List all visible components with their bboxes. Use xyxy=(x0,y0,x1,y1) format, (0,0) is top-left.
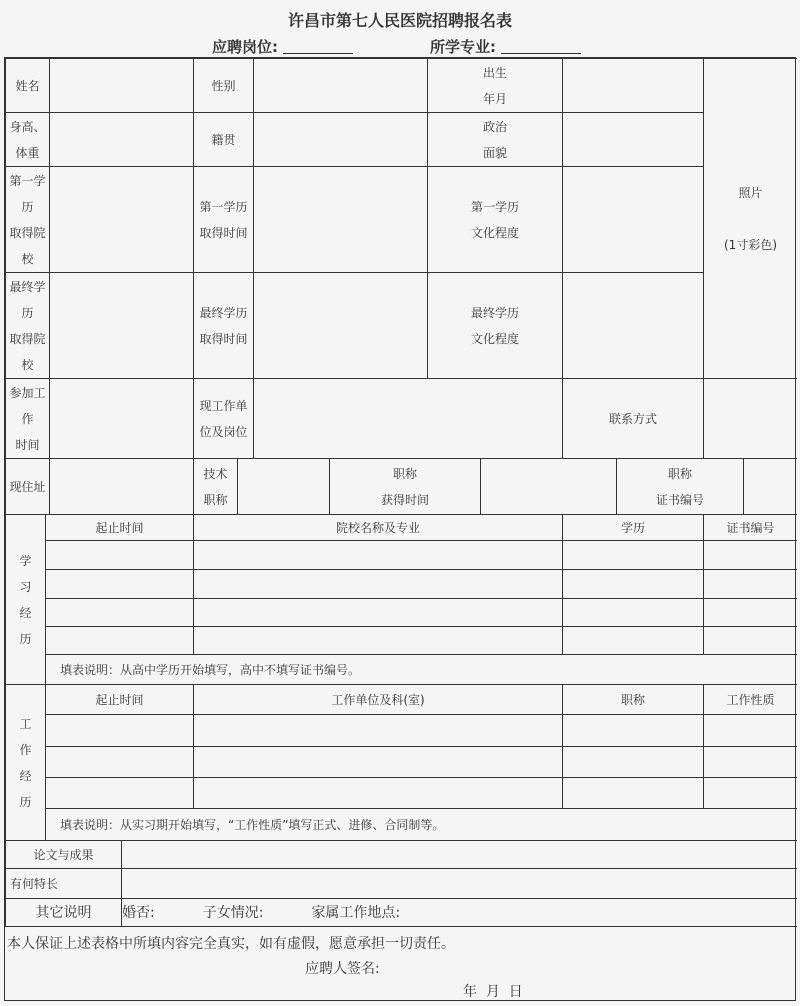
work-header-unit: 工作单位及科(室) xyxy=(193,684,562,714)
study-row-2-period[interactable] xyxy=(45,569,193,598)
political-label: 政治 面貌 xyxy=(427,112,562,166)
study-row-1-degree[interactable] xyxy=(562,540,703,569)
political-input-cell[interactable] xyxy=(562,112,703,166)
work-note: 填表说明：从实习期开始填写，“工作性质”填写正式、进修、合同制等。 xyxy=(45,808,797,840)
specialty-label: 有何特长 xyxy=(5,868,121,898)
papers-label: 论文与成果 xyxy=(5,840,121,868)
final-degree-time-label: 最终学历 取得时间 xyxy=(193,272,253,378)
study-row-3-school[interactable] xyxy=(193,598,562,626)
name-input-cell[interactable] xyxy=(49,58,193,112)
name-label: 姓名 xyxy=(5,58,49,112)
study-row-2-degree[interactable] xyxy=(562,569,703,598)
other-notes-label: 其它说明 xyxy=(5,898,121,926)
height-weight-label: 身高、 体重 xyxy=(5,112,49,166)
study-header-degree: 学历 xyxy=(562,514,703,540)
final-degree-school-label: 最终学 历 取得院 校 xyxy=(5,272,49,378)
current-unit-label: 现工作单 位及岗位 xyxy=(193,378,253,458)
work-row-2-title[interactable] xyxy=(562,746,703,777)
final-degree-level-label: 最终学历 文化程度 xyxy=(427,272,562,378)
children-label: 子女情况: xyxy=(202,904,264,921)
first-degree-level-input-cell[interactable] xyxy=(562,166,703,272)
contact-input-cell[interactable] xyxy=(703,378,797,458)
study-row-2-cert[interactable] xyxy=(703,569,797,598)
work-row-1-period[interactable] xyxy=(45,714,193,746)
work-start-input-cell[interactable] xyxy=(49,378,193,458)
first-degree-level-label: 第一学历 文化程度 xyxy=(427,166,562,272)
study-row-3-period[interactable] xyxy=(45,598,193,626)
work-header-title: 职称 xyxy=(562,684,703,714)
work-row-2-nature[interactable] xyxy=(703,746,797,777)
birth-label: 出生 年月 xyxy=(427,58,562,112)
position-field xyxy=(212,36,353,57)
native-place-label: 籍贯 xyxy=(193,112,253,166)
declaration-text: 本人保证上述表格中所填内容完全真实，如有虚假，愿意承担一切责任。 xyxy=(7,936,455,952)
work-row-3-title[interactable] xyxy=(562,777,703,808)
title-time-label: 职称 获得时间 xyxy=(329,458,480,514)
signature-label: 应聘人签名: xyxy=(305,961,380,977)
study-header-school: 院校名称及专业 xyxy=(193,514,562,540)
final-degree-time-input-cell[interactable] xyxy=(253,272,427,378)
major-label: 所学专业: xyxy=(430,38,496,56)
study-row-4-cert[interactable] xyxy=(703,626,797,654)
photo-cell[interactable]: 照片 (1寸彩色) xyxy=(703,58,797,378)
major-field xyxy=(430,36,581,57)
work-header-nature: 工作性质 xyxy=(703,684,797,714)
work-row-2-period[interactable] xyxy=(45,746,193,777)
study-row-1-school[interactable] xyxy=(193,540,562,569)
marriage-label: 婚否: xyxy=(122,904,155,921)
other-notes-cell[interactable] xyxy=(121,898,797,926)
gender-input-cell[interactable] xyxy=(253,58,427,112)
title-time-input-cell[interactable] xyxy=(480,458,616,514)
work-start-label: 参加工 作 时间 xyxy=(5,378,49,458)
native-place-input-cell[interactable] xyxy=(253,112,427,166)
declaration-cell xyxy=(5,926,797,1002)
study-header-period: 起止时间 xyxy=(45,514,193,540)
date-label: 年 月 日 xyxy=(463,984,523,1000)
registration-form-table xyxy=(4,57,796,1001)
study-row-2-school[interactable] xyxy=(193,569,562,598)
study-note: 填表说明：从高中学历开始填写，高中不填写证书编号。 xyxy=(45,654,797,684)
work-row-3-period[interactable] xyxy=(45,777,193,808)
first-degree-school-label: 第一学 历 取得院 校 xyxy=(5,166,49,272)
position-blank[interactable] xyxy=(283,39,353,54)
study-row-4-degree[interactable] xyxy=(562,626,703,654)
study-header-cert: 证书编号 xyxy=(703,514,797,540)
study-row-1-cert[interactable] xyxy=(703,540,797,569)
study-section-label: 学 习 经 历 xyxy=(5,514,45,684)
final-degree-school-input-cell[interactable] xyxy=(49,272,193,378)
work-row-3-nature[interactable] xyxy=(703,777,797,808)
work-row-3-unit[interactable] xyxy=(193,777,562,808)
work-header-period: 起止时间 xyxy=(45,684,193,714)
work-row-2-unit[interactable] xyxy=(193,746,562,777)
current-unit-input-cell[interactable] xyxy=(253,378,562,458)
first-degree-time-input-cell[interactable] xyxy=(253,166,427,272)
study-row-3-cert[interactable] xyxy=(703,598,797,626)
cert-no-input-cell[interactable] xyxy=(743,458,797,514)
birth-input-cell[interactable] xyxy=(562,58,703,112)
study-row-1-period[interactable] xyxy=(45,540,193,569)
form-title: 许昌市第七人民医院招聘报名表 xyxy=(287,11,512,30)
gender-label: 性别 xyxy=(193,58,253,112)
papers-input-cell[interactable] xyxy=(121,840,797,868)
specialty-input-cell[interactable] xyxy=(121,868,797,898)
first-degree-school-input-cell[interactable] xyxy=(49,166,193,272)
position-label: 应聘岗位: xyxy=(212,38,278,56)
study-row-4-period[interactable] xyxy=(45,626,193,654)
tech-title-label: 技术 职称 xyxy=(193,458,237,514)
height-weight-input-cell[interactable] xyxy=(49,112,193,166)
final-degree-level-input-cell[interactable] xyxy=(562,272,703,378)
tech-title-input-cell[interactable] xyxy=(237,458,329,514)
major-blank[interactable] xyxy=(501,39,581,54)
work-row-1-nature[interactable] xyxy=(703,714,797,746)
address-label: 现住址 xyxy=(5,458,49,514)
first-degree-time-label: 第一学历 取得时间 xyxy=(193,166,253,272)
work-row-1-unit[interactable] xyxy=(193,714,562,746)
family-work-label: 家属工作地点: xyxy=(311,904,401,921)
cert-no-label: 职称 证书编号 xyxy=(616,458,743,514)
work-row-1-title[interactable] xyxy=(562,714,703,746)
study-row-4-school[interactable] xyxy=(193,626,562,654)
study-row-3-degree[interactable] xyxy=(562,598,703,626)
contact-label: 联系方式 xyxy=(562,378,703,458)
address-input-cell[interactable] xyxy=(49,458,193,514)
work-section-label: 工 作 经 历 xyxy=(5,684,45,840)
